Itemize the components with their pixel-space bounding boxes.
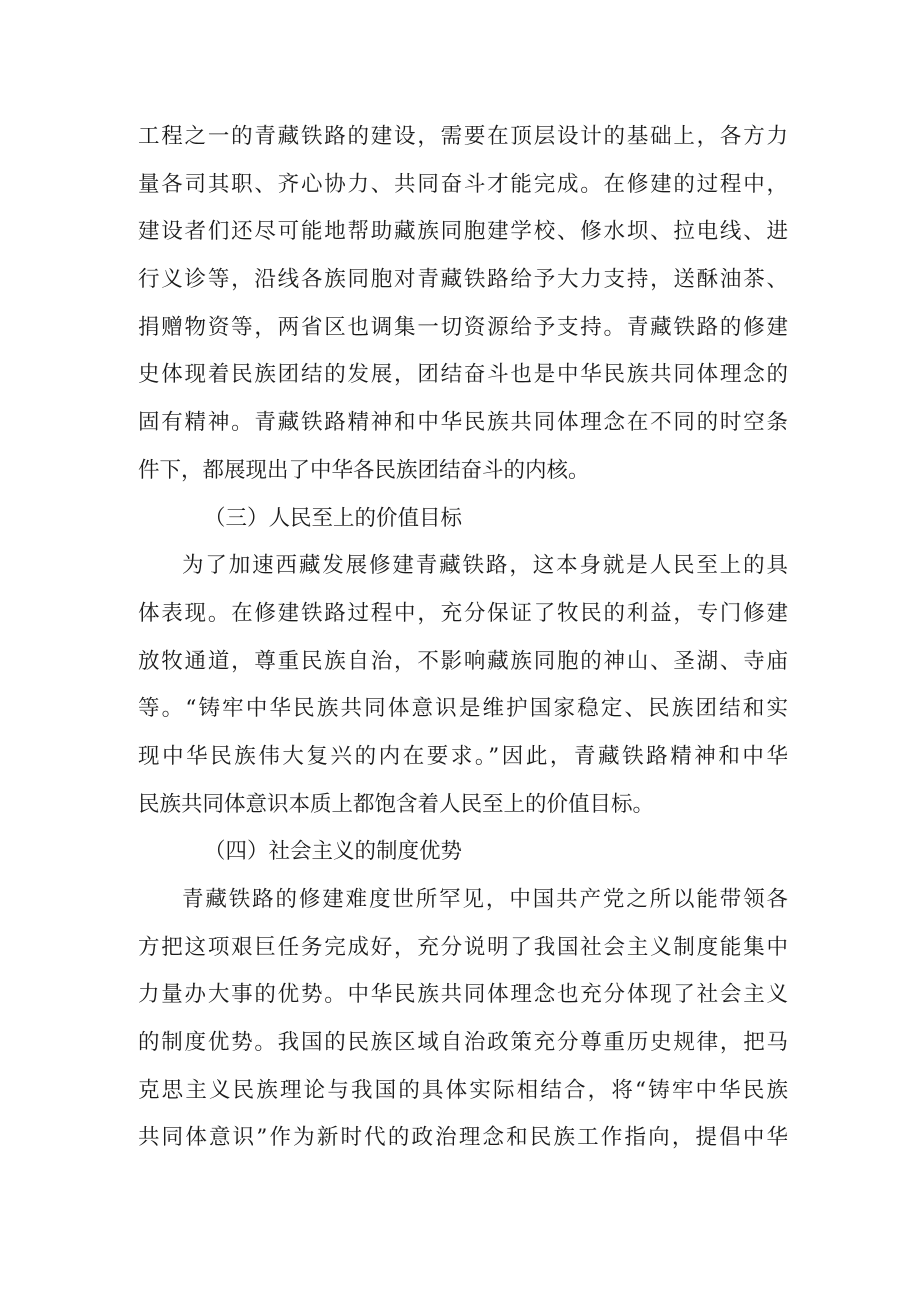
text-line: 现中华民族伟大复兴的内在要求。”因此，青藏铁路精神和中华 <box>138 743 788 769</box>
text-line: 工程之一的青藏铁路的建设，需要在顶层设计的基础上，各方力 <box>138 124 788 149</box>
text-line: 方把这项艰巨任务完成好，充分说明了我国社会主义制度能集中 <box>138 934 788 960</box>
paragraph-ethnic-unity <box>138 113 788 495</box>
text-line: 史体现着民族团结的发展，团结奋斗也是中华民族共同体理念的 <box>138 362 788 388</box>
text-line: 的制度优势。我国的民族区域自治政策充分尊重历史规律，把马 <box>138 1030 788 1056</box>
text-line: 共同体意识”作为新时代的政治理念和民族工作指向，提倡中华 <box>138 1125 788 1151</box>
text-line: 件下，都展现出了中华各民族团结奋斗的内核。 <box>138 457 590 483</box>
text-line: 民族共同体意识本质上都饱含着人民至上的价值目标。 <box>138 791 655 817</box>
text-line: 量各司其职、齐心协力、共同奋斗才能完成。在修建的过程中， <box>138 171 788 197</box>
text-line: 为了加速西藏发展修建青藏铁路，这本身就是人民至上的具 <box>182 553 788 579</box>
section-heading-people-first: （三）人民至上的价值目标 <box>204 505 463 531</box>
text-line: 建设者们还尽可能地帮助藏族同胞建学校、修水坝、拉电线、进 <box>138 219 788 245</box>
text-line: 等。“铸牢中华民族共同体意识是维护国家稳定、民族团结和实 <box>138 696 788 722</box>
text-line: 体表现。在修建铁路过程中，充分保证了牧民的利益，专门修建 <box>138 600 788 626</box>
text-line: 放牧通道，尊重民族自治，不影响藏族同胞的神山、圣湖、寺庙 <box>138 648 788 674</box>
section-heading-socialist-system: （四）社会主义的制度优势 <box>204 839 463 865</box>
text-line: 行义诊等，沿线各族同胞对青藏铁路给予大力支持，送酥油茶、 <box>138 267 788 293</box>
paragraph-socialist-system <box>138 876 788 1162</box>
text-line: 青藏铁路的修建难度世所罕见，中国共产党之所以能带领各 <box>182 887 788 912</box>
paragraph-people-first <box>138 542 788 828</box>
text-line: 固有精神。青藏铁路精神和中华民族共同体理念在不同的时空条 <box>138 410 788 436</box>
text-line: 克思主义民族理论与我国的具体实际相结合，将“铸牢中华民族 <box>138 1077 788 1103</box>
text-line: 力量办大事的优势。中华民族共同体理念也充分体现了社会主义 <box>138 982 788 1008</box>
document-body <box>138 113 788 1162</box>
text-line: 捐赠物资等，两省区也调集一切资源给予支持。青藏铁路的修建 <box>138 314 788 340</box>
